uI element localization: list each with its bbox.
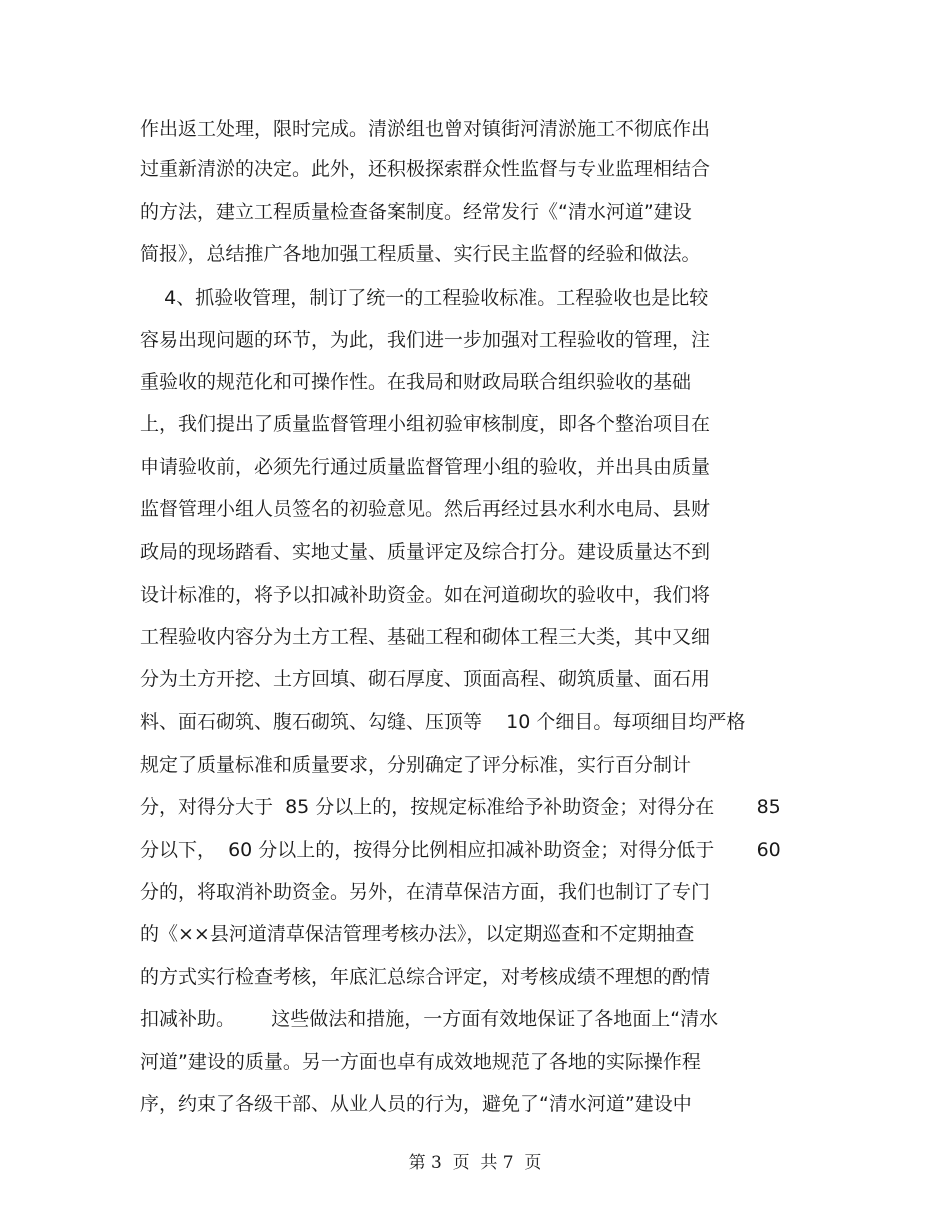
text-line: 监督管理小组人员签名的初验意见。然后再经过县水利水电局、县财 xyxy=(140,498,711,520)
text-line: 分，对得分大于 85 分以上的，按规定标准给予补助资金；对得分在 85 xyxy=(140,796,781,818)
text-line: 上，我们提出了质量监督管理小组初验审核制度，即各个整治项目在 xyxy=(140,413,711,435)
text-line: 4、抓验收管理，制订了统一的工程验收标准。工程验收也是比较 xyxy=(140,287,709,309)
text-line: 河道”建设的质量。另一方面也卓有成效地规范了各地的实际操作程 xyxy=(140,1051,701,1073)
text-line: 政局的现场踏看、实地丈量、质量评定及综合打分。建设质量达不到 xyxy=(140,541,711,563)
text-line: 容易出现问题的环节，为此，我们进一步加强对工程验收的管理，注 xyxy=(140,329,711,351)
page-number-footer: 第 3 页 共 7 页 xyxy=(408,1153,542,1173)
text-line: 设计标准的，将予以扣减补助资金。如在河道砌坎的验收中，我们将 xyxy=(140,584,711,606)
text-line: 工程验收内容分为土方工程、基础工程和砌体工程三大类，其中又细 xyxy=(140,626,711,648)
text-line: 作出返工处理，限时完成。清淤组也曾对镇街河清淤施工不彻底作出 xyxy=(140,118,711,140)
text-line: 规定了质量标准和质量要求，分别确定了评分标准，实行百分制计 xyxy=(140,754,692,776)
text-line: 的《××县河道清草保洁管理考核办法》，以定期巡查和不定期抽查 xyxy=(140,923,695,945)
text-line: 简报》，总结推广各地加强工程质量、实行民主监督的经验和做法。 xyxy=(140,243,701,265)
text-line: 申请验收前，必须先行通过质量监督管理小组的验收，并出具由质量 xyxy=(140,456,711,478)
text-line: 分以下， 60 分以上的，按得分比例相应扣减补助资金；对得分低于 60 xyxy=(140,839,781,861)
text-line: 序，约束了各级干部、从业人员的行为，避免了“清水河道”建设中 xyxy=(140,1093,692,1115)
text-line: 扣减补助。 这些做法和措施，一方面有效地保证了各地面上“清水 xyxy=(140,1008,719,1030)
text-line: 的方法，建立工程质量检查备案制度。经常发行《“清水河道”建设 xyxy=(140,201,692,223)
text-line: 的方式实行检查考核，年底汇总综合评定，对考核成绩不理想的酌情 xyxy=(140,966,711,988)
text-line: 过重新清淤的决定。此外，还积极探索群众性监督与专业监理相结合 xyxy=(140,158,711,180)
text-line: 料、面石砌筑、腹石砌筑、勾缝、压顶等 10 个细目。每项细目均严格 xyxy=(140,711,746,733)
text-line: 分为土方开挖、土方回填、砌石厚度、顶面高程、砌筑质量、面石用 xyxy=(140,668,711,690)
text-line: 分的，将取消补助资金。另外，在清草保洁方面，我们也制订了专门 xyxy=(140,881,711,903)
text-line: 重验收的规范化和可操作性。在我局和财政局联合组织验收的基础 xyxy=(140,371,692,393)
